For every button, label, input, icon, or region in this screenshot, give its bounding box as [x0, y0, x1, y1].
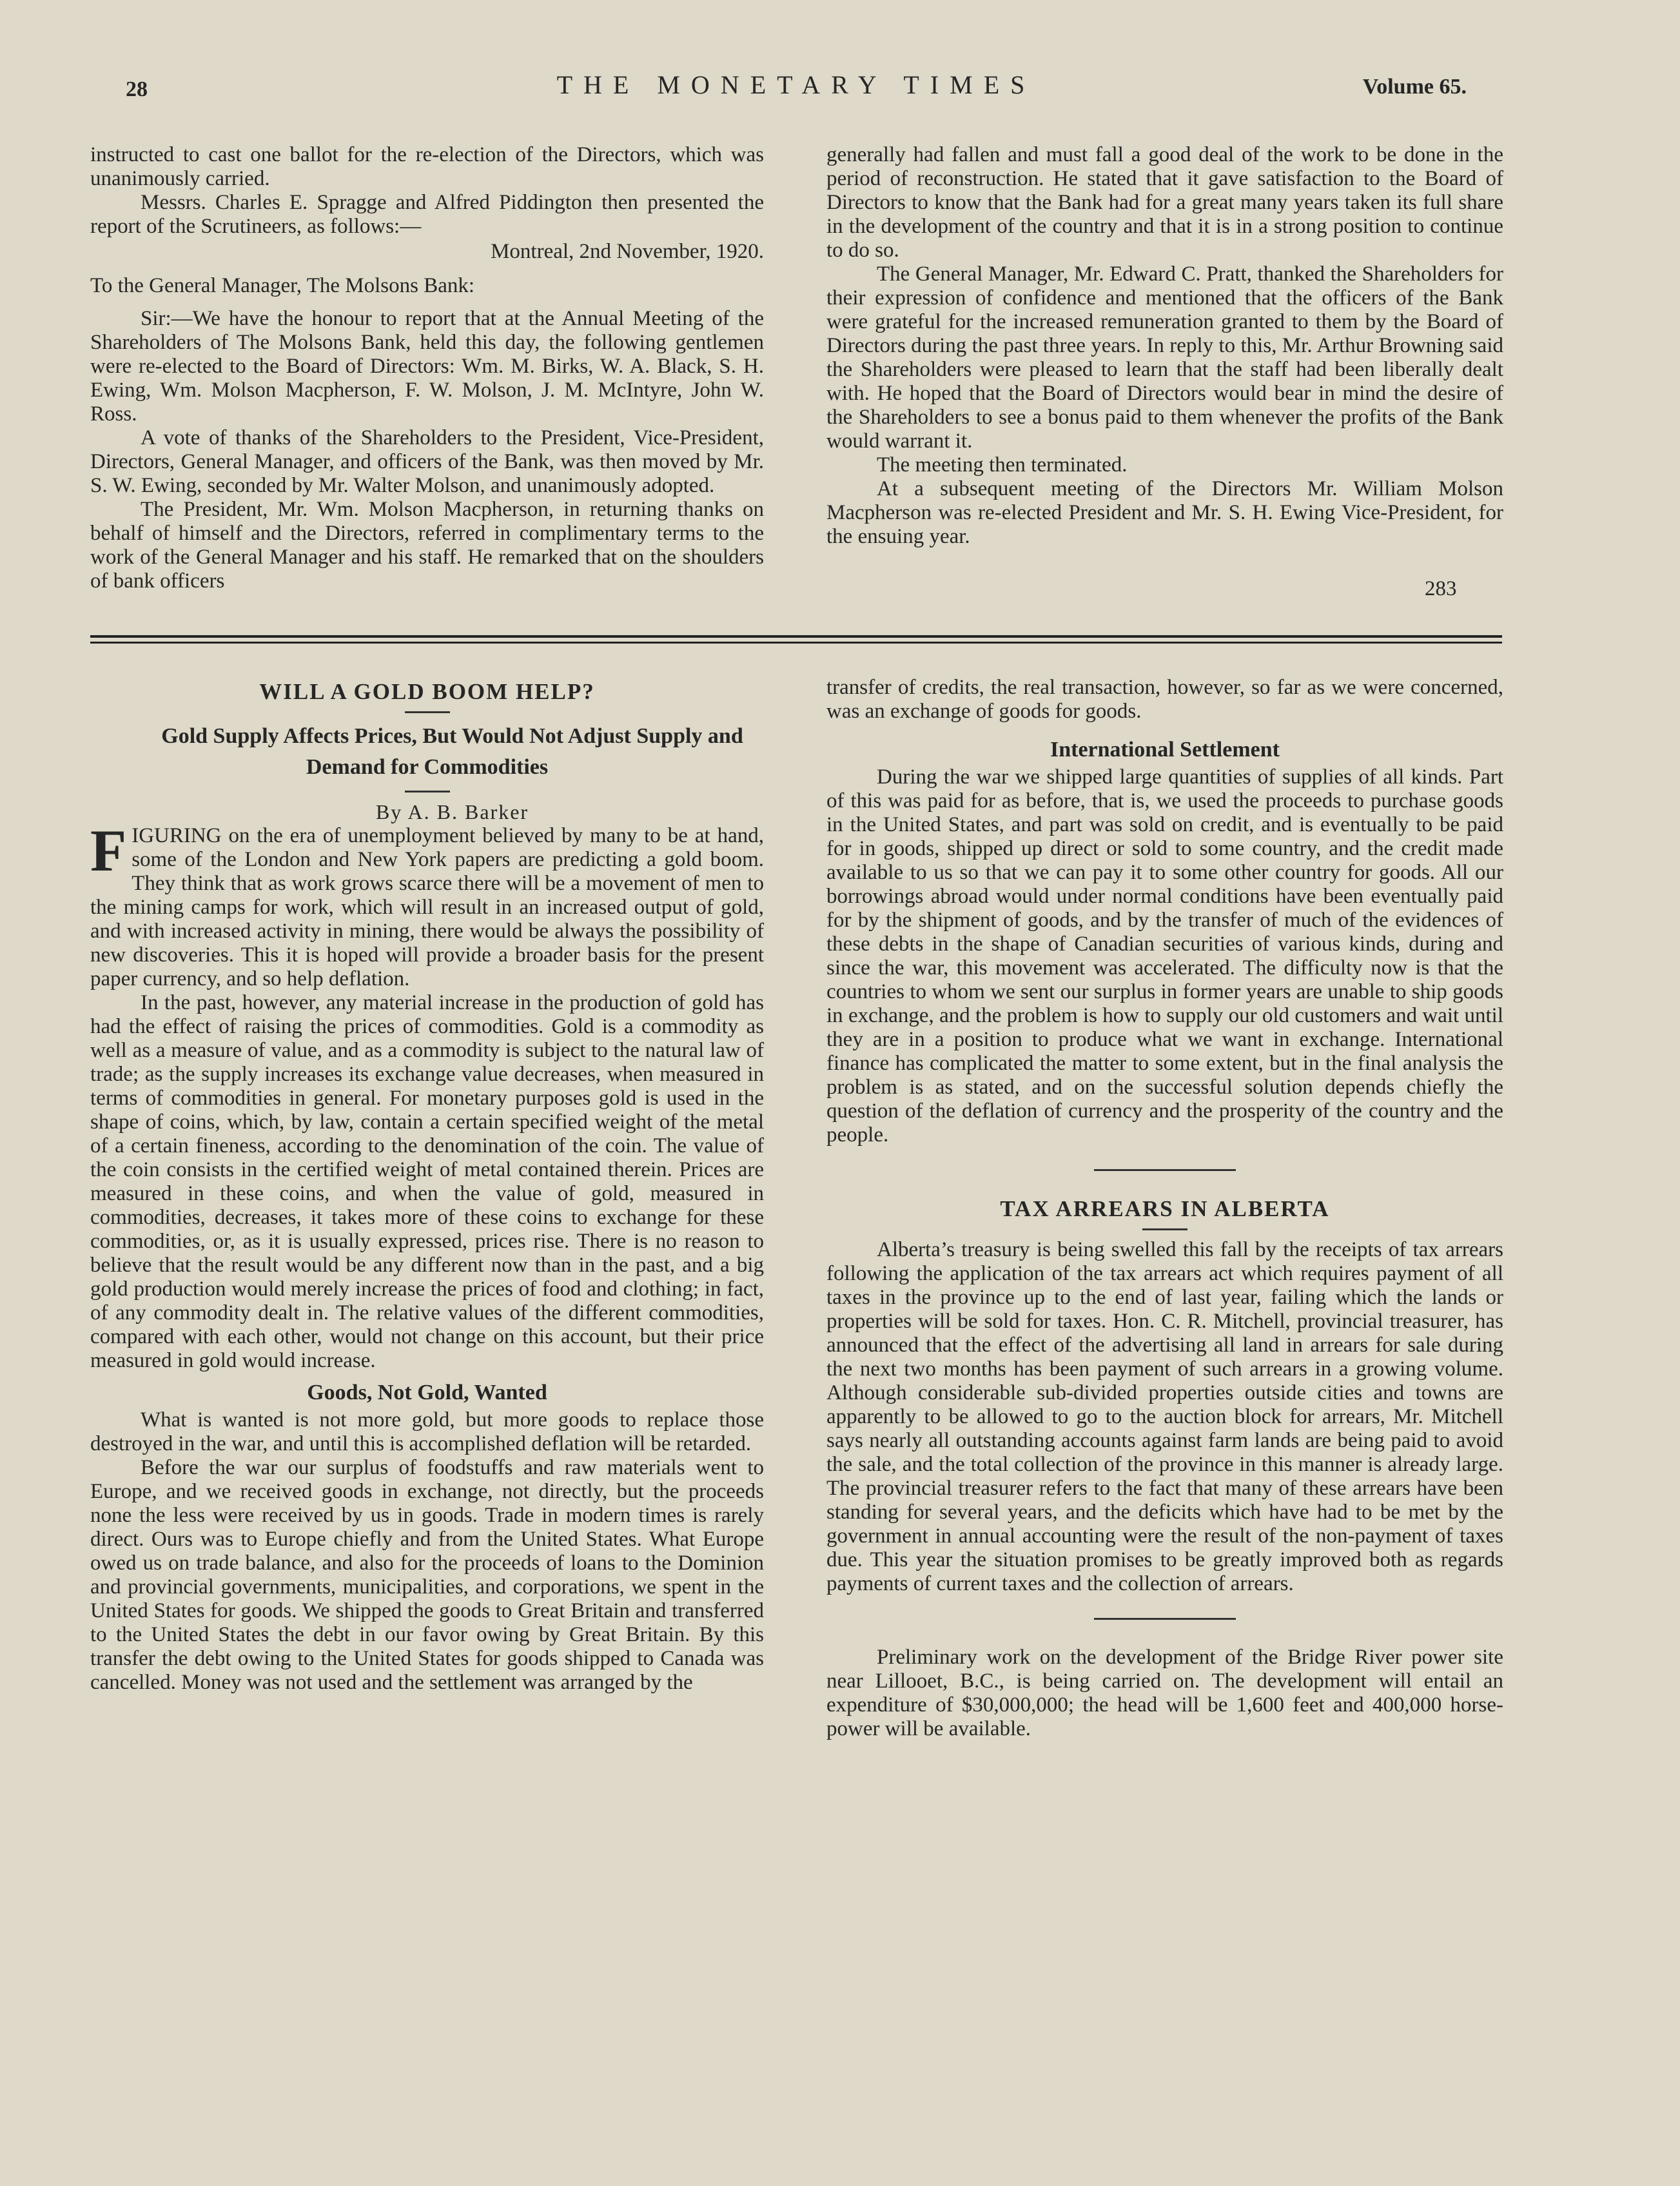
- paragraph: At a subsequent meeting of the Directors Mr. William Molson Macpherson was re-elected President and Mr. S. H. Ewing Vice-President, for the ensuing year.: [826, 477, 1503, 548]
- dateline: Montreal, 2nd November, 1920.: [491, 240, 764, 263]
- letter-address: To the General Manager, The Molsons Bank:: [90, 274, 475, 297]
- section-rule: [1094, 1618, 1236, 1620]
- volume-label: Volume 65.: [1362, 75, 1467, 99]
- paragraph: generally had fallen and must fall a good deal of the work to be done in the period of reconstruction. He stated that it gave satisfaction to the Board of Directors to know that the Bank had for a great many years taken its full share in the development of the country and that it is in a strong position to continue to do so.: [826, 143, 1503, 262]
- paragraph: Preliminary work on the development of the Bridge River power site near Lillooet, B.C., is being carried on. The development will entail an expenditure of $30,000,000; the head will be 1,600 feet and 400,000 horse-power will be available.: [826, 1646, 1503, 1740]
- drop-cap: F: [90, 818, 127, 883]
- right-column-lower: [826, 676, 1503, 1741]
- section-subheading: Goods, Not Gold, Wanted: [307, 1381, 547, 1404]
- section-divider: [90, 642, 1502, 644]
- paragraph: A vote of thanks of the Shareholders to the President, Vice-President, Directors, General Manager, and officers of the Bank, was then moved by Mr. S. W. Ewing, seconded by Mr. Walter Molson, and unanimously adopted.: [90, 426, 764, 497]
- paragraph: The meeting then terminated.: [877, 453, 1128, 477]
- page-number: 28: [126, 77, 148, 101]
- paragraph: [90, 818, 764, 991]
- paragraph: instructed to cast one ballot for the re-election of the Directors, which was unanimously carried.: [90, 143, 764, 190]
- page-header: [126, 70, 1467, 115]
- paragraph: Messrs. Charles E. Spragge and Alfred Piddington then presented the report of the Scrutineers, as follows:—: [90, 191, 764, 238]
- article-headline: TAX ARREARS IN ALBERTA: [1000, 1196, 1330, 1221]
- paragraph: The President, Mr. Wm. Molson Macpherson, in returning thanks on behalf of himself and the Directors, referred in complimentary terms to the work of the General Manager and his staff. He remarked that on the shoulders of bank officers: [90, 498, 764, 593]
- paragraph-text: IGURING on the era of unemployment believed by many to be at hand, some of the London and New York papers are predicting a gold boom. They think that as work grows scarce there will be a movement of men to the mining camps for work, which will result in an increased output of gold, and with increased activity in mining, there would be always the possibility of new discoveries. This it is hoped will provide a broader basis for the present paper currency, and so help deflation.: [90, 824, 764, 990]
- paragraph: What is wanted is not more gold, but more goods to replace those destroyed in the war, and until this is accomplished deflation will be retarded.: [90, 1408, 764, 1455]
- section-rule: [1094, 1169, 1236, 1171]
- article-headline: WILL A GOLD BOOM HELP?: [259, 679, 595, 704]
- dash-rule: [405, 711, 450, 713]
- folio-number: 283: [1425, 577, 1457, 600]
- paragraph: The General Manager, Mr. Edward C. Pratt, thanked the Shareholders for their expression of confidence and mentioned that the officers of the Bank were grateful for the increased remuneration granted to them by the Board of Directors during the past three years. In reply to this, Mr. Arthur Browning said the Shareholders were pleased to learn that the staff had been liberally dealt with. He hoped that the Board of Directors would bear in mind the desire of the Shareholders to see a bonus paid to them whenever the profits of the Bank would warrant it.: [826, 262, 1503, 453]
- paragraph: Alberta’s treasury is being swelled this fall by the receipts of tax arrears following the application of the tax arrears act which requires payment of all taxes in the province up to the end of last year, failing which the lands or properties will be sold for taxes. Hon. C. R. Mitchell, provincial treasurer, has announced that the effect of the advertising all land in arrears for sale during the next two months has been payment of such arrears in a growing volume. Although considerable sub-divided properties outside cities and towns are apparently to be allowed to go to the auction block for arrears, Mr. Mitchell says nearly all outstanding accounts against farm lands are being paid to avoid the sale, and the total collection of the province in this manner is already large. The provincial treasurer refers to the fact that many of these arrears have been standing for several years, and the deficits which have had to be met by the government in annual accounting were the result of the non-payment of taxes due. This year the situation promises to be greatly improved both as regards payments of current taxes and the collection of arrears.: [826, 1238, 1503, 1595]
- paragraph: In the past, however, any material increase in the production of gold has had the effect of raising the prices of commodities. Gold is a commodity as well as a measure of value, and as a commodity is subject to the natural law of trade; as the supply increases its exchange value decreases, when measured in terms of commodities in general. For monetary purposes gold is used in the shape of coins, which, by law, contain a certain specified weight of the metal of a certain fineness, according to the denomination of the coin. The value of the coin consists in the certified weight of metal contained therein. Prices are measured in these coins, and when the value of gold, measured in commodities, decreases, it takes more of these coins to exchange for these commodities, or, as it is usually expressed, prices rise. There is no reason to believe that the result would be any different now than in the past, and a big gold production would merely increase the prices of food and clothing; in fact, of any commodity dealt in. The relative values of the different commodities, compared with each other, would not change on this account, but their price measured in gold would increase.: [90, 991, 764, 1372]
- article-subhead: Gold Supply Affects Prices, But Would Not Adjust Supply and Demand for Commodities: [161, 724, 743, 779]
- molsons-report-right-column: [826, 143, 1503, 549]
- paragraph: Sir:—We have the honour to report that at the Annual Meeting of the Shareholders of The Molsons Bank, held this day, the following gentlemen were re-elected to the Board of Directors: Wm. M. Birks, W. A. Black, S. H. Ewing, Wm. Molson Macpherson, F. W. Molson, J. M. McIntyre, John W. Ross.: [90, 307, 764, 426]
- article-byline: By A. B. Barker: [375, 800, 529, 823]
- gold-article-left-column: [90, 664, 764, 1695]
- paragraph: Before the war our surplus of foodstuffs and raw materials went to Europe, and we received goods in exchange, not directly, but the proceeds none the less were received by us in goods. Trade in modern times is rarely direct. Ours was to Europe chiefly and from the United States. What Europe owed us on trade balance, and also for the proceeds of loans to the Dominion and provincial governments, municipalities, and corporations, we spent in the United States for goods. We shipped the goods to Great Britain and transferred to the United States the debt in our favor owing by Great Britain. By this transfer the debt owing to the United States for goods shipped to Canada was cancelled. Money was not used and the settlement was arranged by the: [90, 1456, 764, 1694]
- paragraph: During the war we shipped large quantities of supplies of all kinds. Part of this was paid for as before, that is, we used the proceeds to purchase goods in the United States, and part was sold on credit, and is eventually to be paid for in goods, shipped up direct or sold to some country, and the credit made available to us so that we can pay it to some other country for goods. All our borrowings abroad would under normal conditions have been eventually paid for by the shipment of goods, and by the transfer of much of the evidences of these debts in the shape of Canadian securities of various kinds, during and since the war, this movement was accelerated. The difficulty now is that the countries to whom we sent our surplus in former years are unable to ship goods in exchange, and the problem is how to supply our old customers and wait until they are in a position to produce what we want in exchange. International finance has complicated the matter to some extent, but in the final analysis the problem is as stated, and on the successful solution depends chiefly the question of the deflation of currency and the prosperity of the country and the people.: [826, 765, 1503, 1147]
- journal-title: THE MONETARY TIMES: [556, 70, 1036, 99]
- section-divider: [90, 635, 1502, 638]
- dash-rule: [405, 791, 450, 793]
- dash-rule: [1142, 1228, 1187, 1230]
- molsons-report-left-column: [90, 143, 764, 593]
- paragraph: transfer of credits, the real transaction, however, so far as we were concerned, was an exchange of goods for goods.: [826, 676, 1503, 723]
- section-subheading: International Settlement: [1050, 738, 1280, 762]
